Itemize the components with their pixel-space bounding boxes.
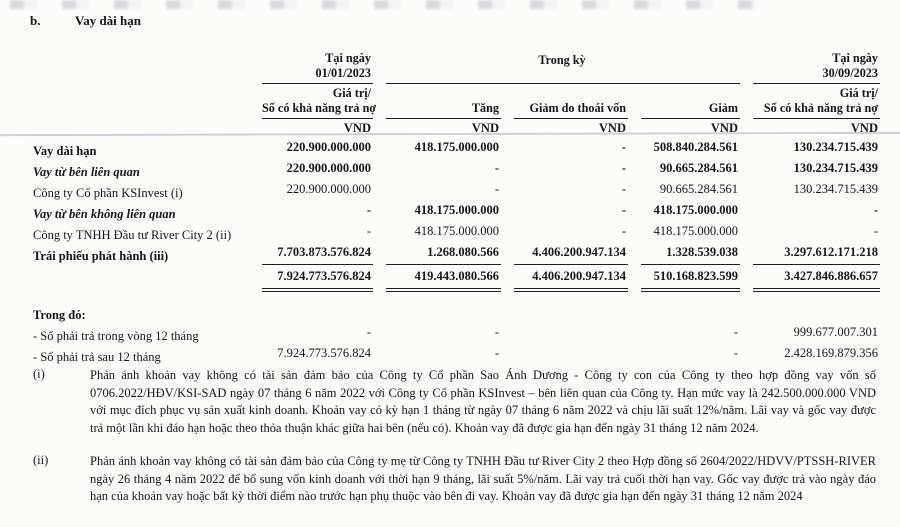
table-row <box>27 243 880 264</box>
footnote-marker: (ii) <box>33 453 49 467</box>
value-cell: - <box>873 203 878 217</box>
table-row <box>27 222 880 243</box>
value-cell: - <box>494 346 499 360</box>
value-cell: - <box>494 161 499 175</box>
footnote <box>31 367 876 437</box>
unit-label: VND <box>471 121 499 135</box>
value-cell: 7.703.873.576.824 <box>277 245 371 259</box>
table-row <box>27 201 880 222</box>
table-row <box>27 159 880 180</box>
breakdown-heading-row <box>27 304 880 323</box>
breakdown-row <box>27 323 880 344</box>
row-label: - Số phải trả trong vòng 12 tháng <box>33 329 199 343</box>
value-cell: - <box>873 224 878 238</box>
value-label-line1: Giá trị/ <box>839 86 878 100</box>
breakdown-row <box>27 344 880 365</box>
value-cell: 418.175.000.000 <box>653 203 738 217</box>
value-cell: 220.900.000.000 <box>286 140 371 154</box>
closing-date-value: 30/09/2023 <box>822 65 878 80</box>
value-cell: 418.175.000.000 <box>414 140 499 154</box>
row-label: Công ty TNHH Đầu tư River City 2 (ii) <box>33 228 232 242</box>
row-label: Vay từ bên không liên quan <box>33 207 176 221</box>
value-label-line2: Số có khả năng trả nợ <box>763 100 878 115</box>
total-cell: 510.168.823.599 <box>641 264 740 292</box>
value-cell: 999.677.007.301 <box>793 325 878 339</box>
col-header-closing-date <box>753 49 880 84</box>
header-row-dates <box>27 48 880 84</box>
value-cell: 130.234.715.439 <box>793 182 878 196</box>
closing-date-label: Tại ngày <box>832 51 878 65</box>
total-cell: 7.924.773.576.824 <box>262 264 373 292</box>
unit-label: VND <box>710 121 738 135</box>
value-cell: - <box>621 161 626 175</box>
value-cell: 1.328.539.038 <box>666 245 738 259</box>
opening-date-label: Tại ngày <box>325 51 371 65</box>
value-cell <box>514 359 628 365</box>
value-label-line1: Giá trị/ <box>332 86 371 100</box>
value-cell: 130.234.715.439 <box>793 140 878 154</box>
value-cell: - <box>621 203 626 217</box>
unit-label: VND <box>850 121 878 135</box>
value-cell: 90.665.284.561 <box>659 182 738 196</box>
value-cell: - <box>494 325 499 339</box>
total-cell: 419.443.080.566 <box>386 264 501 292</box>
table-row <box>27 138 880 159</box>
row-label: - Số phải trả sau 12 tháng <box>33 350 161 364</box>
value-cell: - <box>494 182 499 196</box>
value-cell: 508.840.284.561 <box>653 140 738 154</box>
unit-label: VND <box>343 121 371 135</box>
header-row-units <box>27 119 880 138</box>
value-cell: 220.900.000.000 <box>286 161 371 175</box>
value-cell: 130.234.715.439 <box>793 161 878 175</box>
col-header-opening-date <box>262 49 373 84</box>
col-header-divestment: Giảm do thoái vốn <box>514 99 628 120</box>
footnote <box>31 453 876 506</box>
value-cell: - <box>733 325 738 339</box>
value-cell: 7.924.773.576.824 <box>277 346 371 360</box>
value-cell: 4.406.200.947.134 <box>532 245 626 259</box>
header-row-columns <box>27 84 880 119</box>
footnote-marker: (i) <box>33 367 45 381</box>
unit-label: VND <box>598 121 626 135</box>
value-cell: - <box>366 325 371 339</box>
value-cell: 418.175.000.000 <box>414 224 499 238</box>
scan-artifact-top <box>10 0 755 9</box>
table-row <box>27 180 880 201</box>
col-header-value-closing <box>753 84 880 119</box>
row-label: Vay từ bên liên quan <box>33 165 140 179</box>
total-cell: 4.406.200.947.134 <box>514 264 628 292</box>
value-cell: 1.268.080.566 <box>427 245 499 259</box>
value-cell: 220.900.000.000 <box>286 182 371 196</box>
value-cell: - <box>366 203 371 217</box>
section-title: Vay dài hạn <box>75 13 141 28</box>
col-header-decrease: Giảm <box>641 99 740 120</box>
total-row <box>27 264 880 292</box>
opening-date-value: 01/01/2023 <box>315 65 371 80</box>
row-label: Vay dài hạn <box>33 144 97 158</box>
value-cell: - <box>621 140 626 154</box>
value-cell: - <box>366 224 371 238</box>
section-heading <box>30 13 141 29</box>
value-cell: 90.665.284.561 <box>659 161 738 175</box>
long-term-loans-table <box>27 48 880 365</box>
footnote-text: Phản ánh khoản vay không có tài sản đảm bảo của Công ty mẹ từ Công ty TNHH Đầu tư River City 2 theo Hợp đồng số 2604/2022/HDVV/PTSSH-RIVER ngày 26 tháng 4 năm 2022 để bổ sung vốn kinh doanh với thời hạn 9 tháng, lãi suất 5%/năm. Lãi vay trả cuối thời hạn vay. Gốc vay được trả vào ngày đáo hạn của khoản vay hoặc bất kỳ thời điểm nào trước hạn phụ thuộc vào bên đi vay. Khoản vay đã được gia hạn đến ngày 31 tháng 12 năm 2024 <box>90 454 876 503</box>
spacer-row <box>27 292 880 304</box>
col-header-period-group: Trong kỳ <box>386 51 740 85</box>
value-cell: 3.297.612.171.218 <box>784 245 878 259</box>
value-cell: - <box>621 224 626 238</box>
col-header-increase: Tăng <box>386 99 501 120</box>
breakdown-heading: Trong đó: <box>33 308 86 322</box>
footnote-text: Phản ánh khoản vay không có tài sản đảm bảo của Công ty Cổ phần Sao Ánh Dương - Công ty con của Công ty theo hợp đồng vay vốn số 0706.2022/HĐV/KSI-SAD ngày 07 tháng 6 năm 2022 với Công ty Cổ phần KSInvest – bên liên quan của Công ty. Hạn mức vay là 242.500.000.000 VND với mục đích phục vụ sản xuất kinh doanh. Khoản vay có kỳ hạn 1 tháng từ ngày 07 tháng 6 năm 2022 và chịu lãi suất 12%/năm. Lãi vay và gốc vay được trả một lần khi đáo hạn hoặc theo thỏa thuận khác giữa hai bên (nếu có). Khoản vay đã được gia hạn đến ngày 31 tháng 12 năm 2024. <box>90 368 876 435</box>
value-cell: - <box>733 346 738 360</box>
value-cell: 418.175.000.000 <box>653 224 738 238</box>
row-label: Trái phiếu phát hành (iii) <box>33 249 169 263</box>
value-cell: 418.175.000.000 <box>414 203 499 217</box>
col-header-value-opening <box>262 84 377 119</box>
total-cell: 3.427.846.886.657 <box>753 264 880 292</box>
footnotes-section <box>31 367 876 522</box>
section-letter: b. <box>30 13 41 28</box>
row-label: Công ty Cổ phần KSInvest (i) <box>33 186 183 200</box>
value-cell: 2.428.169.879.356 <box>784 346 878 360</box>
value-cell: - <box>621 182 626 196</box>
value-label-line2: Số có khả năng trả nợ <box>262 100 377 115</box>
